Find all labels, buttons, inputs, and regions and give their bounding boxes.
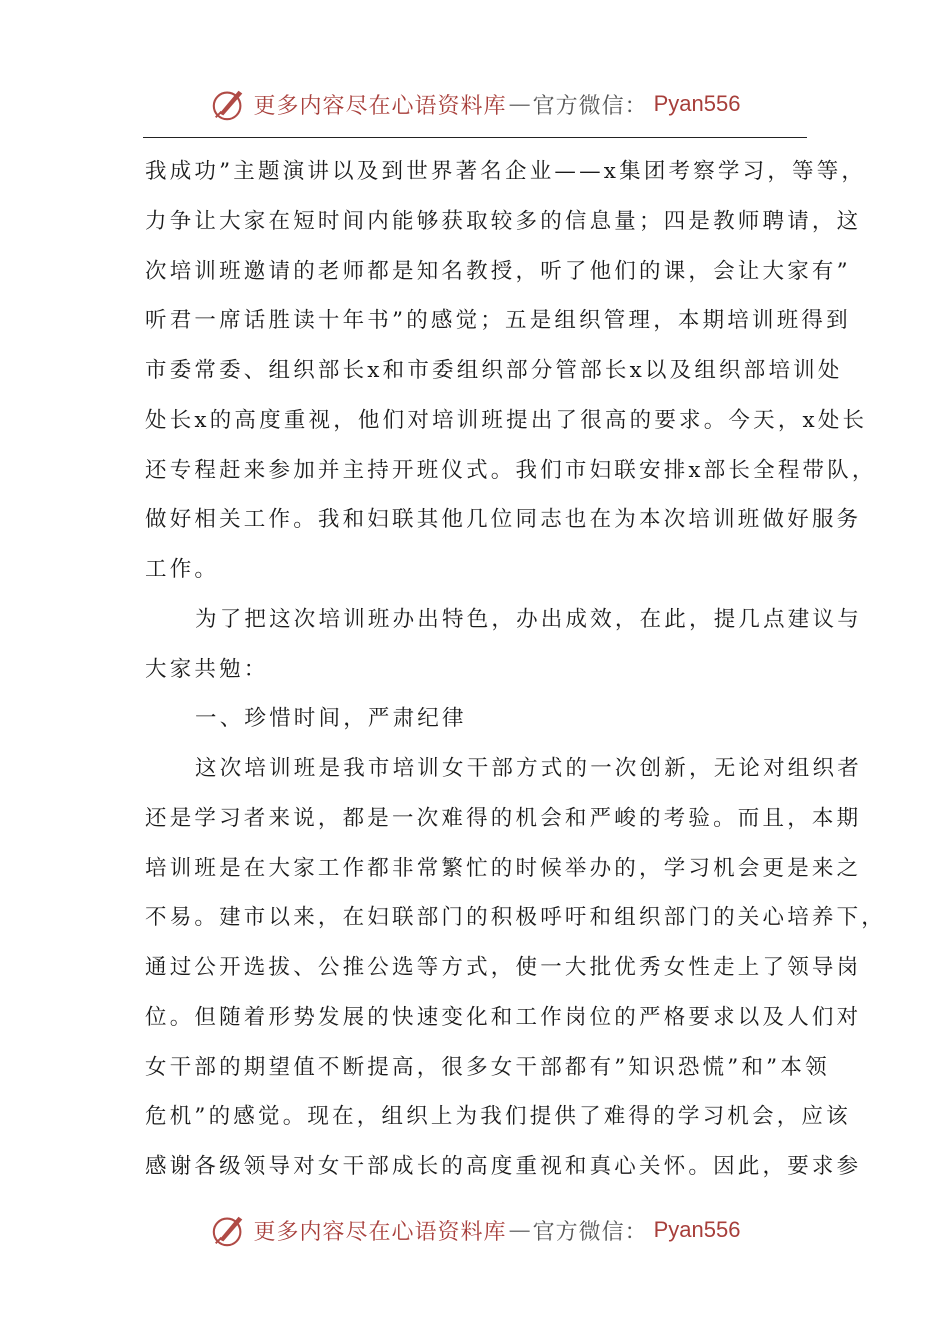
quill-logo-icon	[210, 85, 248, 123]
text-line: 我成功”主题演讲以及到世界著名企业——x集团考察学习，等等，	[145, 159, 867, 184]
paragraph-start: 为了把这次培训班办出特色，办出成效，在此，提几点建议与	[195, 606, 862, 632]
header-divider	[143, 137, 807, 138]
paragraph-start: 这次培训班是我市培训女干部方式的一次创新，无论对组织者	[195, 756, 862, 781]
text-line: 处长x的高度重视，他们对培训班提出了很高的要求。今天，x处长	[145, 407, 868, 433]
footer-banner	[0, 1208, 950, 1252]
text-line: 危机”的感觉。现在，组织上为我们提供了难得的学习机会，应该	[145, 1104, 851, 1130]
wechat-label: 官方微信：	[532, 1219, 648, 1245]
text-line: 大家共勉：	[145, 656, 269, 682]
text-line: 次培训班邀请的老师都是知名教授，听了他们的课，会让大家有”	[145, 258, 851, 284]
wechat-id: Pyan556	[653, 1217, 741, 1242]
text-line: 做好相关工作。我和妇联其他几位同志也在为本次培训班做好服务	[145, 507, 862, 533]
wechat-id: Pyan556	[653, 91, 741, 116]
text-line: 通过公开选拔、公推公选等方式，使一大批优秀女性走上了领导岗	[145, 955, 862, 980]
text-line: 工作。	[145, 557, 220, 582]
brand-name: 更多内容尽在心语资料库	[253, 1219, 507, 1245]
wechat-label: 官方微信：	[532, 93, 648, 119]
text-line: 女干部的期望值不断提高，很多女干部都有”知识恐慌”和”本领	[145, 1054, 830, 1080]
text-line: 位。但随着形势发展的快速变化和工作岗位的严格要求以及人们对	[145, 1004, 862, 1030]
brand-separator: —	[508, 91, 531, 117]
text-line: 不易。建市以来，在妇联部门的积极呼吁和组织部门的关心培养下，	[145, 905, 887, 931]
text-line: 培训班是在大家工作都非常繁忙的时候举办的，学习机会更是来之	[145, 855, 862, 881]
text-line: 听君一席话胜读十年书”的感觉；五是组织管理，本期培训班得到	[145, 308, 851, 334]
text-line: 还是学习者来说，都是一次难得的机会和严峻的考验。而且，本期	[145, 805, 862, 831]
text-line: 还专程赶来参加并主持开班仪式。我们市妇联安排x部长全程带队，	[145, 457, 877, 483]
brand-name: 更多内容尽在心语资料库	[253, 93, 507, 119]
header-banner	[0, 82, 950, 126]
text-line: 市委常委、组织部长x和市委组织部分管部长x以及组织部培训处	[145, 358, 843, 383]
text-line: 力争让大家在短时间内能够获取较多的信息量；四是教师聘请，这	[145, 208, 862, 234]
quill-logo-icon	[210, 1211, 248, 1249]
text-line: 感谢各级领导对女干部成长的高度重视和真心关怀。因此，要求参	[145, 1154, 862, 1179]
section-heading: 一、珍惜时间，严肃纪律	[195, 706, 467, 732]
brand-separator: —	[508, 1217, 531, 1243]
document-body	[145, 147, 887, 1192]
